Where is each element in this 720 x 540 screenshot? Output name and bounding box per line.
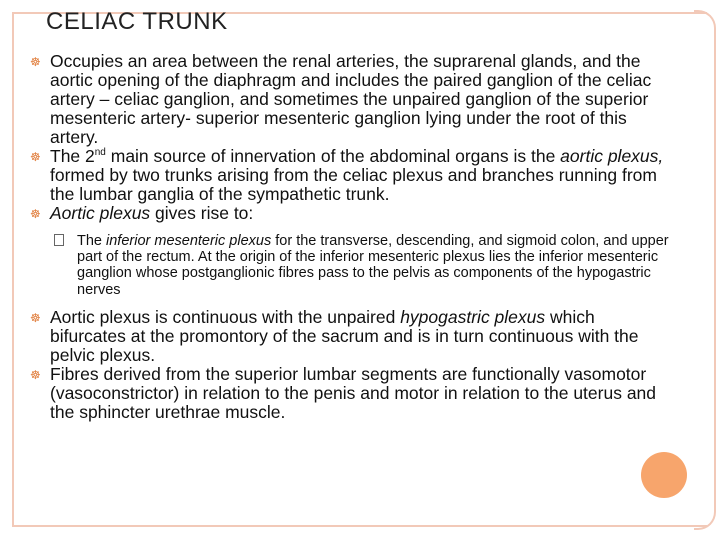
bullet-5 [30,365,670,422]
sub-bullet [30,233,677,298]
bullet-3 [30,204,670,223]
bullet-2-text: The 2 [50,146,95,166]
checkbox-bullet-icon [54,234,64,246]
bullet-2-text: formed by two trunks arising from the celiac plexus and branches running from the lumbar ganglia of the sympathetic trunk. [50,165,657,204]
bullet-1-text: Occupies an area between the renal arteries, the suprarenal glands, and the aortic opening of the diaphragm and includes the paired ganglion of the celiac artery – celiac ganglion, and sometimes the unpaired ganglion of the superior mesenteric artery- superior mesenteric ganglion lying under the root of this artery. [50,51,652,147]
slide-title: CELIAC TRUNK [46,8,228,35]
bullet-3-emphasis: Aortic plexus [50,203,151,223]
sub-bullet-text: The [77,233,107,249]
bullet-1 [30,52,670,147]
bullet-marker-icon: ☸ [30,150,41,164]
bullet-marker-icon: ☸ [30,55,41,69]
bullet-5-text: Fibres derived from the superior lumbar segments are functionally vasomotor (vasoconstrictor) in relation to the penis and motor in relation to the uterus and the sphincter urethrae muscle. [50,363,657,422]
bullet-marker-icon: ☸ [30,207,41,221]
bullet-4 [30,308,670,365]
slide-frame-corner [694,10,716,530]
bullet-2-text: main source of innervation of the abdominal organs is the [105,146,561,166]
decorative-circle [641,452,687,498]
bullet-4-text: Aortic plexus is continuous with the unpaired [50,306,401,327]
bullet-marker-icon: ☸ [30,367,41,382]
bullet-4-text: which bifurcates at the promontory of the sacrum and is in turn continuous with the pelvic plexus. [50,306,639,365]
slide-content [30,52,670,422]
bullet-marker-icon: ☸ [30,310,41,325]
sub-bullet-text: for the transverse, descending, and sigmoid colon, and upper part of the rectum. At the origin of the inferior mesenteric plexus lies the inferior mesenteric ganglion whose postganglionic fibres pass to the pelvis as components of the hypogastric nerves [77,233,669,298]
bullet-2-sup: nd [94,147,106,159]
bullet-2-emphasis: aortic plexus, [560,146,664,166]
bullet-3-text: gives rise to: [150,203,254,223]
bullet-4-emphasis: hypogastric plexus [400,306,546,327]
bullet-2 [30,147,670,204]
sub-bullet-emphasis: inferior mesenteric plexus [106,233,272,249]
